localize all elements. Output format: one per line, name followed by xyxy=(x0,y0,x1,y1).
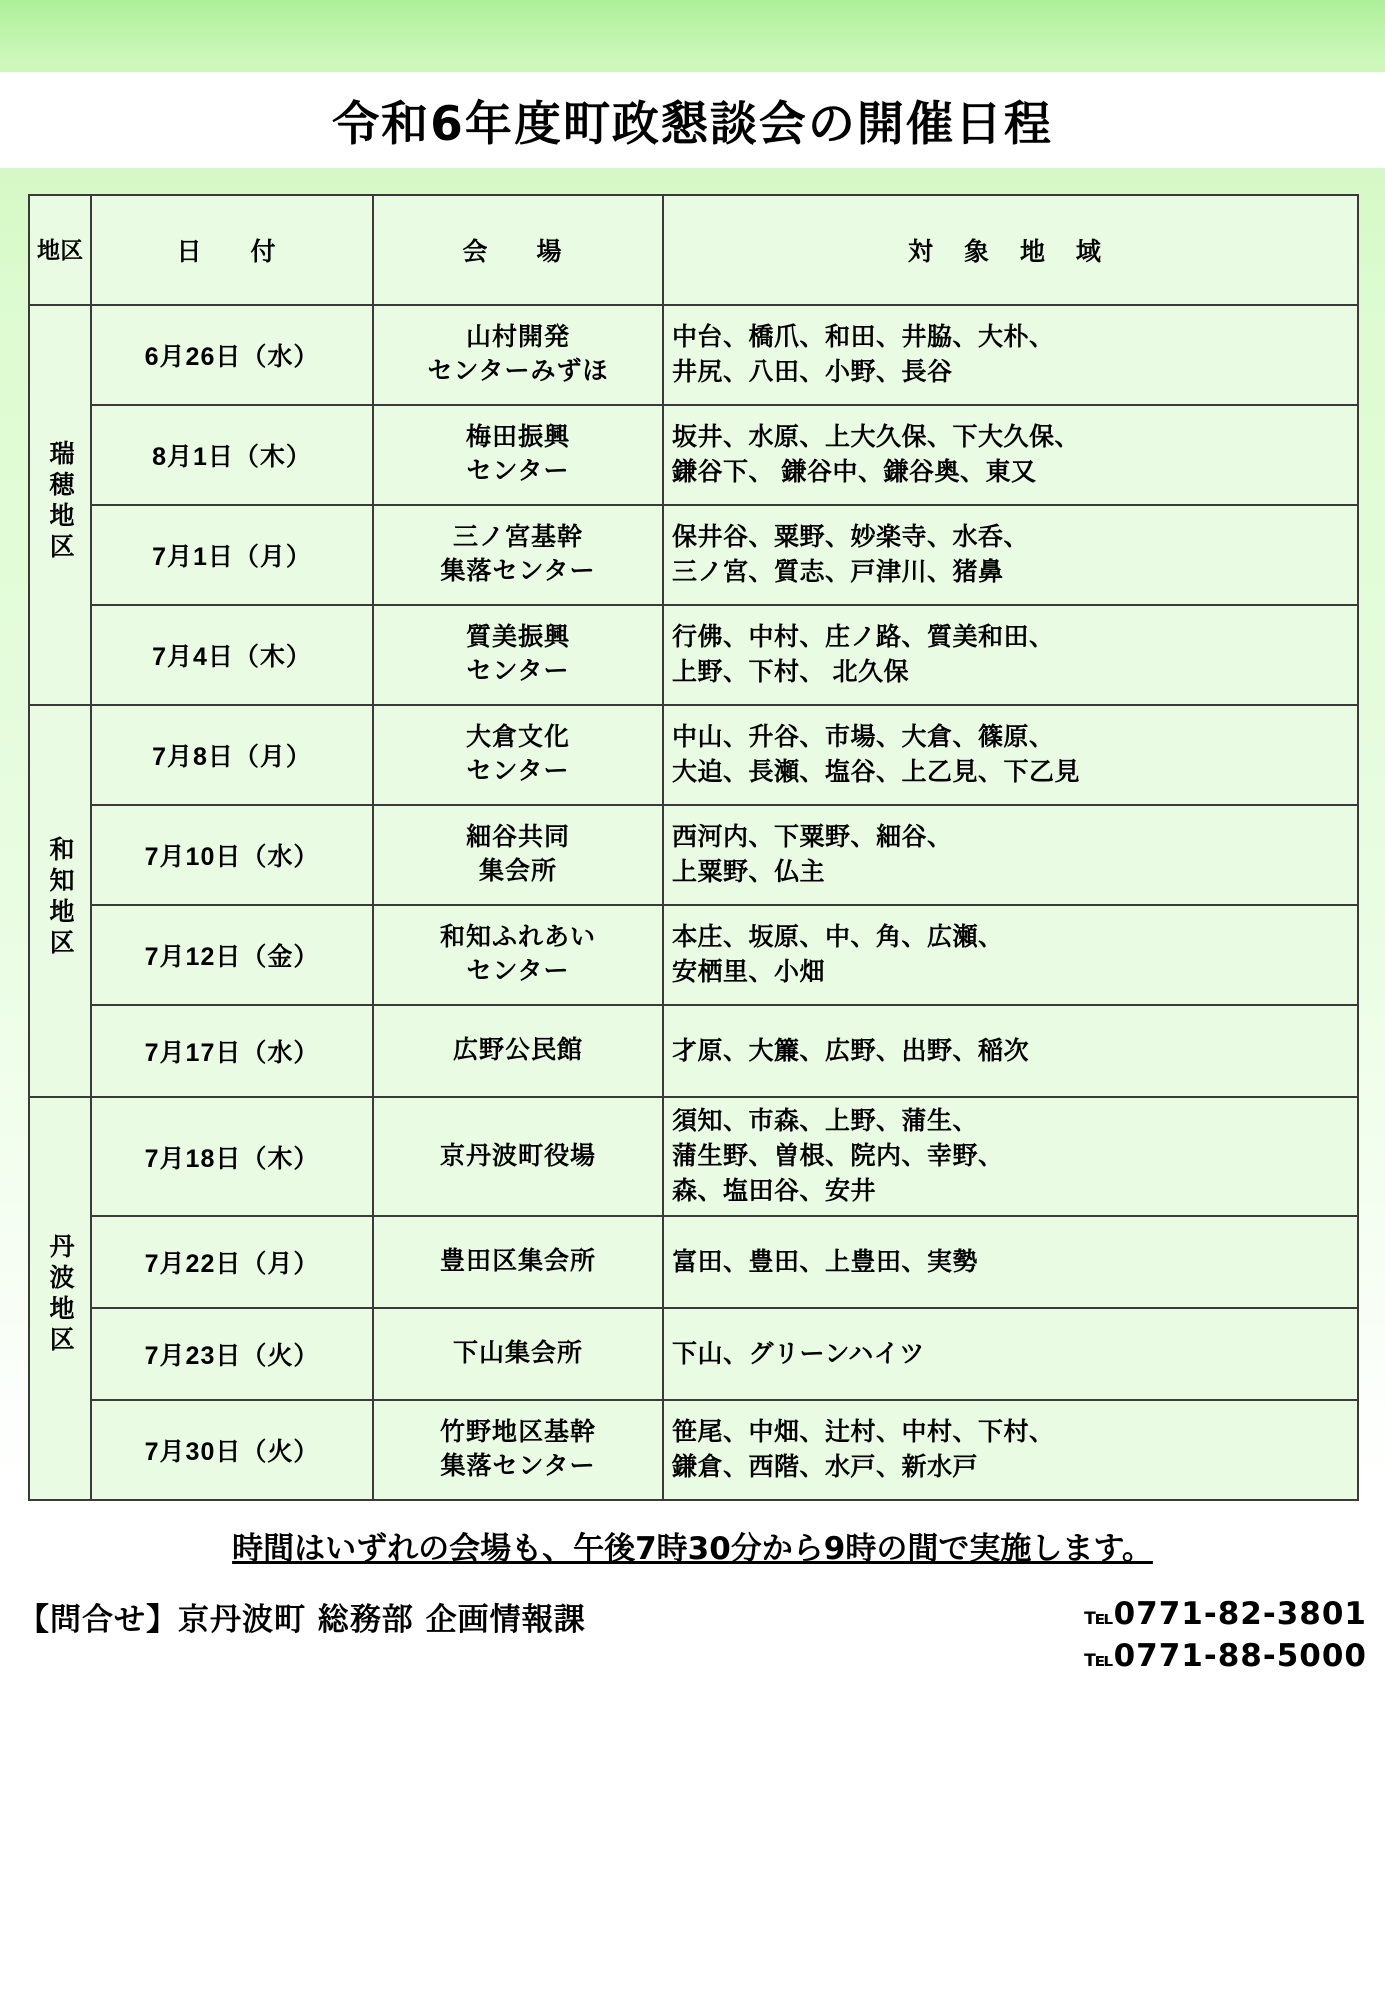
table-row xyxy=(29,1005,1358,1097)
column-header-date: 日 付 xyxy=(91,195,373,305)
table-row xyxy=(29,1400,1358,1500)
venue-cell: 梅田振興 センター xyxy=(373,405,663,505)
venue-cell: 豊田区集会所 xyxy=(373,1216,663,1308)
column-header-target: 対 象 地 域 xyxy=(663,195,1358,305)
date-cell: 7月23日（火） xyxy=(91,1308,373,1400)
contact-label: 【問合せ】京丹波町 総務部 企画情報課 xyxy=(18,1602,586,1638)
time-note: 時間はいずれの会場も、午後7時30分から9時の間で実施します。 xyxy=(232,1531,1153,1567)
target-areas-cell: 本庄、坂原、中、角、広瀬、 安栖里、小畑 xyxy=(663,905,1358,1005)
target-areas-cell: 富田、豊田、上豊田、実勢 xyxy=(663,1216,1358,1308)
date-cell: 7月12日（金） xyxy=(91,905,373,1005)
date-cell: 7月22日（月） xyxy=(91,1216,373,1308)
contact-tel-1-number: 0771-82-3801 xyxy=(1113,1596,1367,1632)
table-row xyxy=(29,905,1358,1005)
venue-cell: 京丹波町役場 xyxy=(373,1097,663,1216)
table-row xyxy=(29,1097,1358,1216)
area-label: 丹波地区 xyxy=(46,1233,74,1357)
table-row xyxy=(29,1216,1358,1308)
date-cell: 7月10日（水） xyxy=(91,805,373,905)
column-header-area: 地区 xyxy=(29,195,91,305)
target-areas-cell: 才原、大簾、広野、出野、稲次 xyxy=(663,1005,1358,1097)
contact-tel-1 xyxy=(608,1594,1367,1636)
table-body xyxy=(29,305,1358,1500)
contact-tels xyxy=(608,1594,1367,1678)
column-header-place: 会 場 xyxy=(373,195,663,305)
date-cell: 7月17日（水） xyxy=(91,1005,373,1097)
telephone-icon: ℡ xyxy=(1084,1604,1114,1630)
target-areas-cell: 須知、市森、上野、蒲生、 蒲生野、曽根、院内、幸野、 森、塩田谷、安井 xyxy=(663,1097,1358,1216)
venue-cell: 質美振興 センター xyxy=(373,605,663,705)
title-band xyxy=(0,72,1385,168)
telephone-icon-2: ℡ xyxy=(1084,1645,1114,1672)
venue-cell: 大倉文化 センター xyxy=(373,705,663,805)
table-header-row xyxy=(29,195,1358,305)
table-head xyxy=(29,195,1358,305)
table-row xyxy=(29,605,1358,705)
table-row xyxy=(29,305,1358,405)
area-label: 和知地区 xyxy=(46,835,74,960)
table-row xyxy=(29,405,1358,505)
table-row xyxy=(29,805,1358,905)
area-cell xyxy=(29,305,91,705)
venue-cell: 細谷共同 集会所 xyxy=(373,805,663,905)
target-areas-cell: 行佛、中村、庄ノ路、質美和田、 上野、下村、 北久保 xyxy=(663,605,1358,705)
target-areas-cell: 笹尾、中畑、辻村、中村、下村、 鎌倉、西階、水戸、新水戸 xyxy=(663,1400,1358,1500)
target-areas-cell: 中台、橋爪、和田、井脇、大朴、 井尻、八田、小野、長谷 xyxy=(663,305,1358,405)
target-areas-cell: 坂井、水原、上大久保、下大久保、 鎌谷下、 鎌谷中、鎌谷奥、東又 xyxy=(663,405,1358,505)
contact-block xyxy=(18,1594,1367,1678)
date-cell: 7月30日（火） xyxy=(91,1400,373,1500)
area-cell xyxy=(29,705,91,1097)
date-cell: 7月4日（木） xyxy=(91,605,373,705)
table-row xyxy=(29,705,1358,805)
contact-tel-2 xyxy=(608,1636,1367,1678)
date-cell: 7月18日（木） xyxy=(91,1097,373,1216)
venue-cell: 下山集会所 xyxy=(373,1308,663,1400)
target-areas-cell: 下山、グリーンハイツ xyxy=(663,1308,1358,1400)
table-row xyxy=(29,1308,1358,1400)
schedule-table-wrapper xyxy=(0,194,1385,1501)
area-cell xyxy=(29,1097,91,1500)
venue-cell: 広野公民館 xyxy=(373,1005,663,1097)
date-cell: 6月26日（水） xyxy=(91,305,373,405)
contact-tel-2-number: 0771-88-5000 xyxy=(1113,1637,1367,1674)
target-areas-cell: 中山、升谷、市場、大倉、篠原、 大迫、長瀬、塩谷、上乙見、下乙見 xyxy=(663,705,1358,805)
date-cell: 7月1日（月） xyxy=(91,505,373,605)
target-areas-cell: 西河内、下粟野、細谷、 上粟野、仏主 xyxy=(663,805,1358,905)
schedule-table xyxy=(28,194,1359,1501)
footer xyxy=(0,1523,1385,1678)
target-areas-cell: 保井谷、粟野、妙楽寺、水呑、 三ノ宮、質志、戸津川、猪鼻 xyxy=(663,505,1358,605)
date-cell: 8月1日（木） xyxy=(91,405,373,505)
area-label: 瑞穂地区 xyxy=(46,439,74,564)
page-title: 令和6年度町政懇談会の開催日程 xyxy=(332,96,1053,152)
venue-cell: 三ノ宮基幹 集落センター xyxy=(373,505,663,605)
table-row xyxy=(29,505,1358,605)
date-cell: 7月8日（月） xyxy=(91,705,373,805)
venue-cell: 竹野地区基幹 集落センター xyxy=(373,1400,663,1500)
venue-cell: 山村開発 センターみずほ xyxy=(373,305,663,405)
venue-cell: 和知ふれあい センター xyxy=(373,905,663,1005)
